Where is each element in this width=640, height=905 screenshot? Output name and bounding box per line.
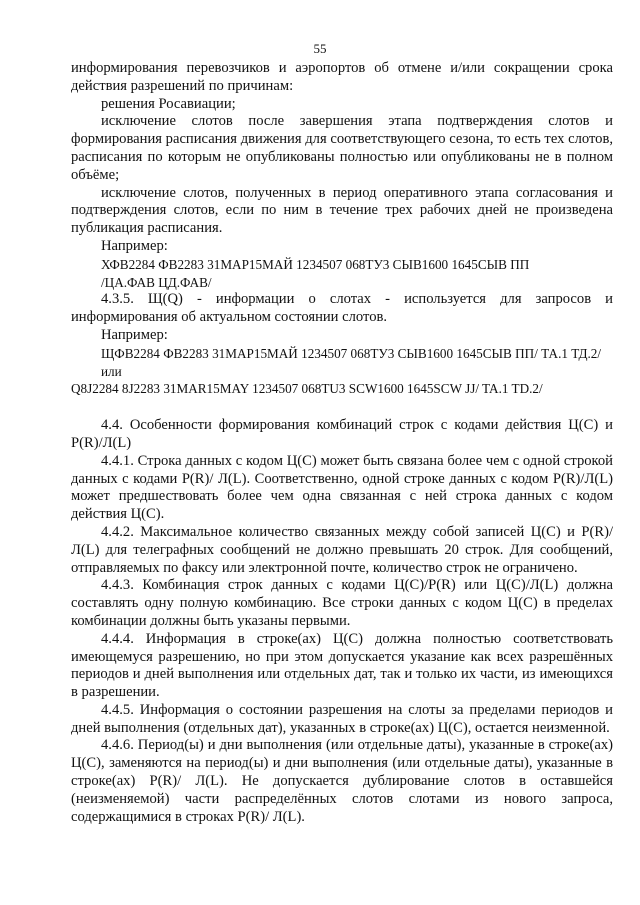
example-label: Например: [101,237,168,254]
section-4-4-1: 4.4.1. Строка данных с кодом Ц(С) может быть связана более чем с одной строкой данных с кодами Р(R)/ Л(L). Соответственно, одной строке данных с кодом Р(R)/Л(L) может предшествовать более чем одна связанная с ней строка данных с кодом действия Ц(С). [71,452,613,523]
section-4-4-4: 4.4.4. Информация в строке(ах) Ц(С) должна полностью соответствовать имеющемуся разрешению, но при этом допускается указание как всех разрешённых периодов и дней выполнения или отдельных дат, так и только их части, из имеющихся в разрешении. [71,630,613,701]
section-4-4-5: 4.4.5. Информация о состоянии разрешения на слоты за пределами периодов и дней выполнения (отдельных дат), указанных в строке(ах) Ц(С), остается неизменной. [71,701,613,736]
paragraph-intro: информирования перевозчиков и аэропортов об отмене и/или сокращении срока действия разрешений по причинам: [71,60,613,94]
spacer [71,398,613,417]
example-code-line: Q8J2284 8J2283 31MAR15MAY 1234507 068TU3 SCW1600 1645SCW JJ/ TA.1 TD.2/ [71,381,543,397]
example-label: Например: [101,326,168,343]
example-code-line: ХФВ2284 ФВ2283 31МАР15МАЙ 1234507 068ТУ3 СЫВ1600 1645СЫВ ПП [101,256,530,272]
example-code-line: /ЦА.ФАВ ЦД.ФАВ/ [101,274,212,290]
list-item-rosaviation-decision: решения Росавиации; [101,95,236,112]
page-number: 55 [313,41,327,56]
section-4-4-2: 4.4.2. Максимальное количество связанных между собой записей Ц(С) и Р(R)/Л(L) для телеграфных сообщений не должно превышать 20 строк. Для сообщений, отправляемых по факсу или электронной почте, количество строк не ограничено. [71,523,613,576]
example-code-line: ЩФВ2284 ФВ2283 31МАР15МАЙ 1234507 068ТУ3 СЫВ1600 1645СЫВ ПП/ ТА.1 ТД.2/ [101,345,602,361]
example-code-or: или [101,363,122,379]
section-4-3-5: 4.3.5. Щ(Q) - информации о слотах - используется для запросов и информирования об актуальном состоянии слотов. [71,291,613,326]
list-item-slot-exclusion-operational: исключение слотов, полученных в период оперативного этапа согласования и подтверждения слотов, если по ним в течение трех рабочих дней не произведена публикация расписания. [71,184,613,237]
section-4-4-heading: 4.4. Особенности формирования комбинаций строк с кодами действия Ц(С) и Р(R)/Л(L) [71,417,613,451]
page-body [71,60,613,826]
section-4-4-3: 4.4.3. Комбинация строк данных с кодами Ц(С)/Р(R) или Ц(С)/Л(L) должна составлять одну полную комбинацию. Все строки данных с кодом Ц(С) в пределах комбинации должны быть указаны первыми. [71,577,613,629]
section-4-4-6: 4.4.6. Период(ы) и дни выполнения (или отдельные даты), указанные в строке(ах) Ц(С), заменяются на период(ы) и дни выполнения (или отдельные даты), указанные в строке(ах) Р(R)/ Л(L). Не допускается дублирование слотов в оставшейся (неизменяемой) части распределённых слотов слотами из нового запроса, содержащимися в строках Р(R)/ Л(L). [71,737,613,825]
list-item-slot-exclusion-after-confirmation: исключение слотов после завершения этапа подтверждения слотов и формирования расписания движения для соответствующего сезона, то есть тех слотов, расписания по которым не опубликованы полностью или опубликованы не в полном объёме; [71,113,613,183]
